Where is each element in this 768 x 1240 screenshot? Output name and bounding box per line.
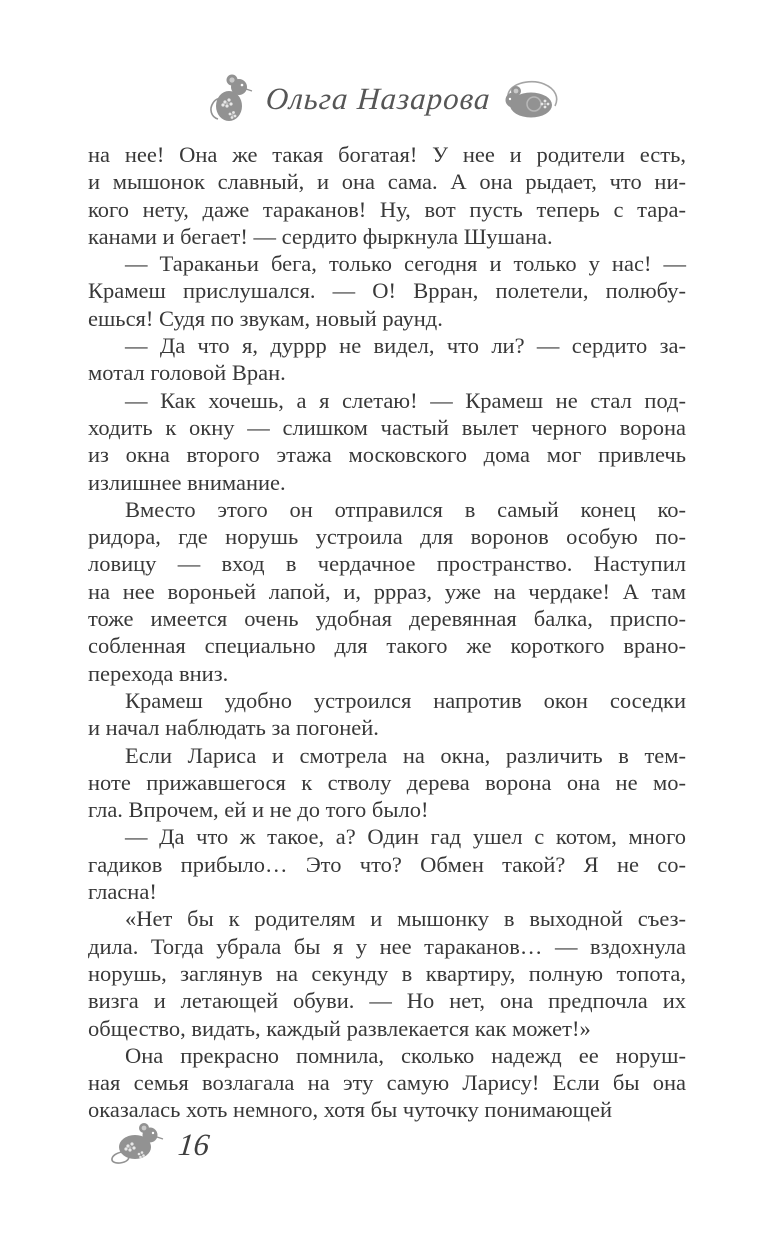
text-line: гласна! <box>88 879 157 905</box>
text-line: Она прекрасно помнила, сколько надежд ее норуш- <box>125 1042 686 1068</box>
author-name: Ольга Назарова <box>264 81 492 116</box>
paragraph <box>88 1042 686 1124</box>
text-line: на нее вороньей лапой, и, ррраз, уже на чердаке! А там <box>88 578 686 604</box>
text-line: оказалась хоть немного, хотя бы чуточку понимающей <box>88 1097 613 1123</box>
text-line: собленная специально для такого же короткого врано- <box>88 633 686 659</box>
paragraph <box>88 823 686 905</box>
paragraph <box>88 905 686 1041</box>
text-line: на нее! Она же такая богатая! У нее и родители есть, <box>88 142 686 167</box>
text-line: ловицу — вход в чердачное пространство. Наступил <box>88 551 686 577</box>
text-line: Если Лариса и смотрела на окна, различить в тем- <box>125 742 686 768</box>
text-line: ноте прижавшегося к стволу дерева ворона она не мо- <box>88 769 686 795</box>
text-line: и начал наблюдать за погоней. <box>88 715 379 741</box>
text-line: — Да что ж такое, а? Один гад ушел с котом, много <box>125 824 686 850</box>
text-line: перехода вниз. <box>88 660 229 686</box>
paragraph <box>88 742 686 824</box>
text-line: гла. Впрочем, ей и не до того было! <box>88 797 429 823</box>
text-line: мотал головой Вран. <box>88 360 286 386</box>
mouse-flower-ornament-icon <box>208 74 256 124</box>
text-line: норушь, заглянув на секунду в квартиру, полную топота, <box>88 960 686 986</box>
mouse-flower-ornament-icon <box>108 1122 166 1166</box>
text-line: дила. Тогда убрала бы я у нее тараканов… — вздохнула <box>88 933 686 959</box>
text-line: излишнее внимание. <box>88 469 286 495</box>
text-line: и мышонок славный, и она сама. А она рыдает, что ни- <box>88 169 686 195</box>
text-line: ридора, где норушь устроила для воронов особую по- <box>88 524 686 550</box>
page-number: 16 <box>176 1127 212 1162</box>
text-line: из окна второго этажа московского дома мог привлечь <box>88 442 686 468</box>
text-line: — Как хочешь, а я слетаю! — Крамеш не стал под- <box>125 387 686 413</box>
text-line: — Да что я, дуррр не видел, что ли? — сердито за- <box>125 333 686 359</box>
text-line: — Тараканьи бега, только сегодня и только у нас! — <box>125 251 686 277</box>
text-line: «Нет бы к родителям и мышонку в выходной съез- <box>125 906 686 932</box>
text-line: ная семья возлагала на эту самую Ларису! Если бы она <box>88 1070 686 1096</box>
paragraph <box>88 332 686 387</box>
text-block <box>88 141 686 1124</box>
text-line: кого нету, даже тараканов! Ну, вот пусть теперь с тара- <box>88 196 686 222</box>
text-line: общество, видать, каждый развлекается как может!» <box>88 1015 591 1041</box>
page-footer <box>108 1122 212 1166</box>
text-line: канами и бегает! — сердито фыркнула Шушана. <box>88 223 553 249</box>
sleeping-mouse-ornament-icon <box>500 78 560 120</box>
paragraph <box>88 250 686 332</box>
text-line: гадиков прибыло… Это что? Обмен такой? Я не со- <box>88 851 686 877</box>
paragraph <box>88 687 686 742</box>
text-line: ходить к окну — слишком частый вылет черного ворона <box>88 414 686 440</box>
text-line: Крамеш удобно устроился напротив окон соседки <box>125 687 686 713</box>
text-line: визга и летающей обуви. — Но нет, она предпочла их <box>88 988 686 1014</box>
paragraph <box>88 141 686 250</box>
paragraph <box>88 496 686 687</box>
text-line: Вместо этого он отправился в самый конец ко- <box>125 496 686 522</box>
paragraph <box>88 387 686 496</box>
text-line: Крамеш прислушался. — О! Врран, полетели, полюбу- <box>88 278 686 304</box>
text-line: ешься! Судя по звукам, новый раунд. <box>88 305 443 331</box>
running-head <box>0 74 768 124</box>
text-line: тоже имеется очень удобная деревянная балка, приспо- <box>88 606 686 632</box>
